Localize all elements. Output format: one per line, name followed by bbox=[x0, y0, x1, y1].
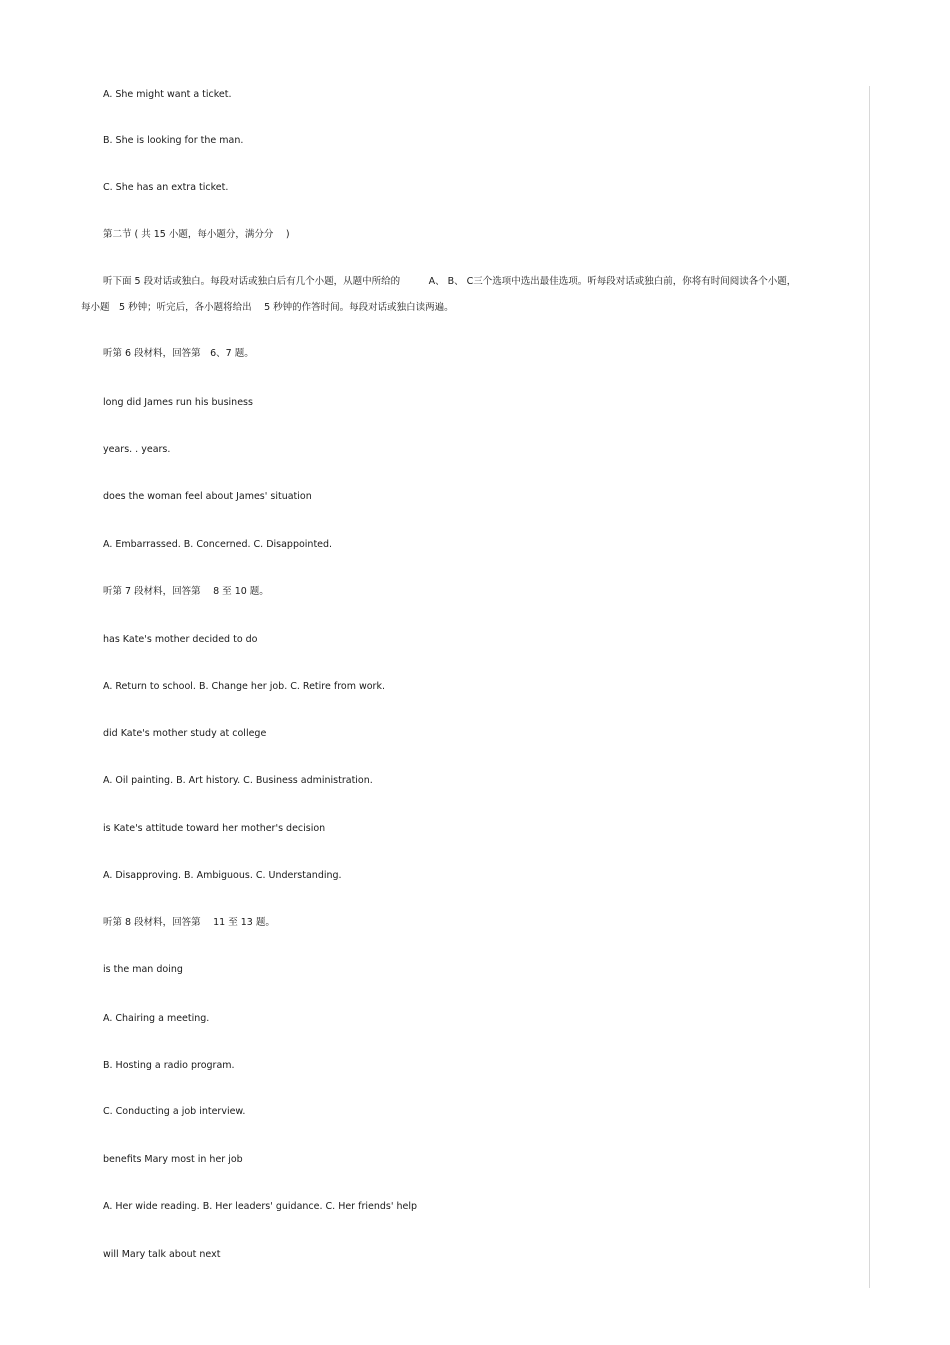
material-heading: 听第 8 段材料，回答第 11 至 13 题。 bbox=[103, 917, 275, 928]
question-line: did Kate's mother study at college bbox=[103, 728, 267, 739]
question-line: does the woman feel about James' situation bbox=[103, 491, 312, 502]
instructions-line-1: 听下面 5 段对话或独白。每段对话或独白后有几个小题，从题中所给的 A、 B、 C三个选项中选出最佳选项。听每段对话或独白前，你将有时间阅读各个小题， bbox=[103, 276, 797, 287]
material-heading: 听第 6 段材料，回答第 6、7 题。 bbox=[103, 348, 254, 359]
option-line: A. Her wide reading. B. Her leaders' guidance. C. Her friends' help bbox=[103, 1201, 418, 1212]
option-line: A. Chairing a meeting. bbox=[103, 1013, 210, 1024]
option-line: A. Disapproving. B. Ambiguous. C. Understanding. bbox=[103, 870, 342, 881]
question-line: is Kate's attitude toward her mother's decision bbox=[103, 823, 326, 834]
question-line: has Kate's mother decided to do bbox=[103, 634, 258, 645]
question-line: long did James run his business bbox=[103, 397, 253, 408]
question-line: will Mary talk about next bbox=[103, 1249, 221, 1260]
material-heading: 听第 7 段材料，回答第 8 至 10 题。 bbox=[103, 586, 269, 597]
option-line: A. Return to school. B. Change her job. C. Retire from work. bbox=[103, 681, 385, 692]
option-line: A. Embarrassed. B. Concerned. C. Disappointed. bbox=[103, 539, 333, 550]
question-line: is the man doing bbox=[103, 964, 183, 975]
option-line: C. Conducting a job interview. bbox=[103, 1106, 246, 1117]
option-line: B. Hosting a radio program. bbox=[103, 1060, 235, 1071]
option-line: B. She is looking for the man. bbox=[103, 135, 244, 146]
section-heading: 第二节 ( 共 15 小题，每小题分，满分分 ) bbox=[103, 229, 290, 240]
option-line: C. She has an extra ticket. bbox=[103, 182, 229, 193]
page-edge-rule bbox=[869, 86, 870, 1288]
option-line: A. She might want a ticket. bbox=[103, 89, 232, 100]
option-line: A. Oil painting. B. Art history. C. Business administration. bbox=[103, 775, 373, 786]
instructions-line-2: 每小题 5 秒钟；听完后，各小题将给出 5 秒钟的作答时间。每段对话或独白读两遍。 bbox=[81, 302, 454, 313]
question-line: benefits Mary most in her job bbox=[103, 1154, 243, 1165]
option-line: years. . years. bbox=[103, 444, 171, 455]
